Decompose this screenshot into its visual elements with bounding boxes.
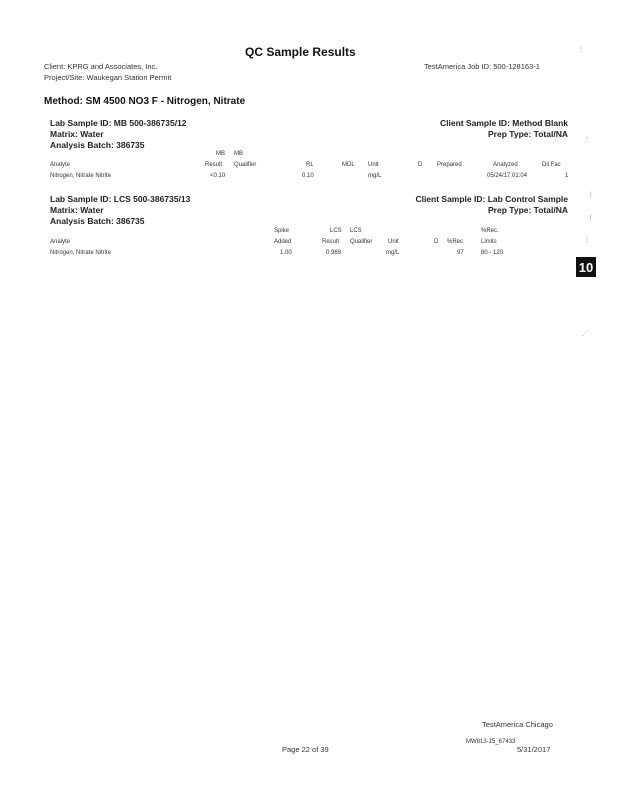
section-tab-badge: 10 — [576, 257, 596, 277]
mb-col-qualifier: Qualifier — [234, 162, 257, 168]
scan-speck: | — [590, 215, 592, 221]
lcs-col-group-result: LCS — [330, 228, 342, 234]
mb-col-result: Result — [205, 162, 223, 168]
client-name: Client: KPRG and Associates, Inc. — [44, 62, 158, 71]
mb-row-result: <0.10 — [210, 173, 226, 179]
job-id: TestAmerica Job ID: 500-128163-1 — [424, 62, 540, 71]
footer-page-number: Page 22 of 39 — [282, 745, 329, 754]
lcs-col-result: Result — [322, 239, 340, 245]
mb-prep-type: Prep Type: Total/NA — [488, 129, 568, 139]
lcs-client-sample-id: Client Sample ID: Lab Control Sample — [415, 194, 568, 204]
scan-speck: ⋮ — [584, 137, 590, 143]
project-site: Project/Site: Waukegan Station Permit — [44, 73, 172, 82]
lcs-matrix: Matrix: Water — [50, 205, 104, 215]
lcs-col-group-qualifier: LCS — [350, 228, 362, 234]
lcs-col-limits: Limits — [481, 239, 497, 245]
mb-row-rl: 0.10 — [302, 173, 314, 179]
mb-col-group-qualifier: MB — [234, 151, 243, 157]
mb-col-analyzed: Analyzed — [493, 162, 518, 168]
mb-row-dilfac: 1 — [565, 173, 569, 179]
lcs-col-qualifier: Qualifier — [350, 239, 373, 245]
lcs-prep-type: Prep Type: Total/NA — [488, 205, 568, 215]
lcs-col-unit: Unit — [388, 239, 399, 245]
mb-row-analyte: Nitrogen, Nitrate Nitrite — [50, 173, 112, 179]
mb-col-rl: RL — [306, 162, 314, 168]
mb-col-dilfac: Dil Fac — [542, 162, 561, 168]
lcs-col-prec: %Rec — [447, 239, 464, 245]
lcs-row-unit: mg/L — [386, 250, 400, 256]
lcs-row-added: 1.00 — [280, 250, 292, 256]
lcs-col-group-rec: %Rec. — [481, 228, 499, 234]
mb-row-unit: mg/L — [368, 173, 382, 179]
scan-speck: | — [590, 192, 592, 198]
scan-speck: ⋮ — [584, 237, 590, 243]
lcs-row-limits: 80 - 120 — [481, 250, 504, 256]
footer-date: 5/31/2017 — [517, 745, 551, 754]
mb-col-analyte: Analyte — [50, 162, 71, 168]
footer-lab: TestAmerica Chicago — [482, 720, 553, 729]
mb-col-d: D — [418, 162, 423, 168]
lcs-col-group-spike: Spike — [274, 228, 290, 234]
page-title: QC Sample Results — [245, 45, 356, 59]
lcs-col-analyte: Analyte — [50, 239, 71, 245]
footer-code: MW813-15_67433 — [466, 739, 516, 745]
mb-col-group-result: MB — [216, 151, 225, 157]
lcs-row-prec: 97 — [457, 250, 464, 256]
lcs-col-d: D — [434, 239, 439, 245]
scan-speck: ⋰ — [582, 331, 588, 337]
mb-col-mdl: MDL — [342, 162, 355, 168]
lcs-lab-sample-id: Lab Sample ID: LCS 500-386735/13 — [50, 194, 191, 204]
mb-matrix: Matrix: Water — [50, 129, 104, 139]
mb-col-unit: Unit — [368, 162, 379, 168]
lcs-col-added: Added — [274, 239, 292, 245]
mb-col-prepared: Prepared — [437, 162, 462, 168]
lcs-row-result: 0.969 — [326, 250, 342, 256]
mb-row-analyzed: 05/24/17 01:04 — [487, 173, 528, 179]
mb-client-sample-id: Client Sample ID: Method Blank — [440, 118, 568, 128]
mb-analysis-batch: Analysis Batch: 386735 — [50, 140, 145, 150]
scan-speck: ⋮ — [578, 47, 584, 53]
mb-lab-sample-id: Lab Sample ID: MB 500-386735/12 — [50, 118, 187, 128]
method-title: Method: SM 4500 NO3 F - Nitrogen, Nitrate — [44, 96, 246, 107]
lcs-analysis-batch: Analysis Batch: 386735 — [50, 216, 145, 226]
lcs-row-analyte: Nitrogen, Nitrate Nitrite — [50, 250, 112, 256]
